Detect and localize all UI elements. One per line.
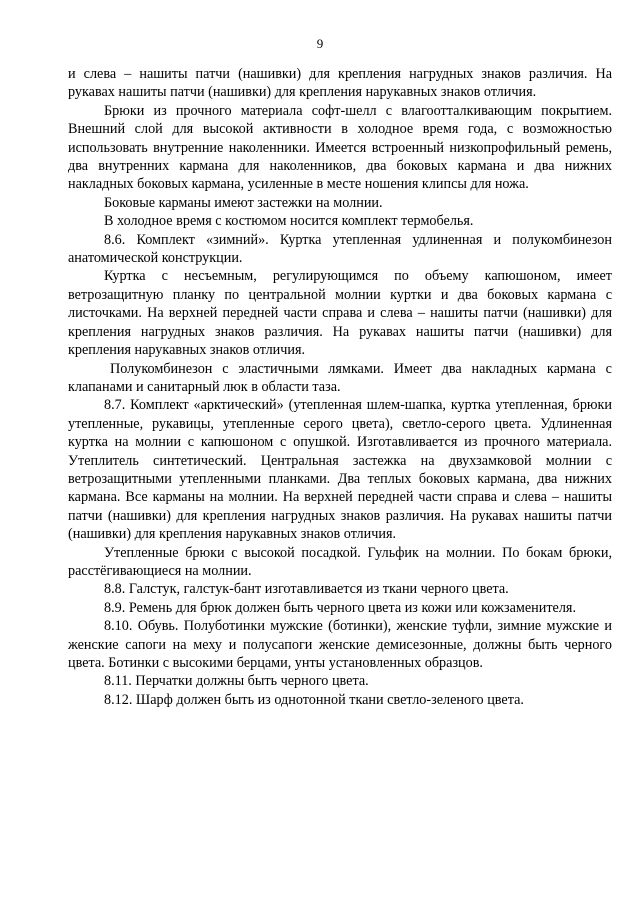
paragraph-8-6: 8.6. Комплект «зимний». Куртка утепленная удлиненная и полукомбинезон анатомической конструкции. xyxy=(68,231,612,267)
page-number: 9 xyxy=(316,36,324,51)
paragraph-8-12: 8.12. Шарф должен быть из однотонной ткани светло-зеленого цвета. xyxy=(104,691,524,708)
paragraph-side-pockets: Боковые карманы имеют застежки на молнии. xyxy=(104,194,383,211)
paragraph-trousers: Брюки из прочного материала софт-шелл с влагоотталкивающим покрытием. Внешний слой для высокой активности в холодное время года, с возможностью использовать внутренние наколенники. Имеется встроенный низкопрофильный ремень, два внутренних кармана для наколенников, два боковых кармана и два нижних накладных боковых кармана, усиленные в месте ношения клипсы для ножа. xyxy=(68,102,612,193)
paragraph-8-10: 8.10. Обувь. Полуботинки мужские (ботинки), женские туфли, зимние мужские и женские сапоги на меху и полусапоги женские демисезонные, должны быть черного цвета. Ботинки с высокими берцами, унты установленных образцов. xyxy=(68,618,612,671)
paragraph-8-7: 8.7. Комплект «арктический» (утепленная шлем-шапка, куртка утепленная, брюки утепленные, рукавицы, утепленные серого цвета), светло-серого цвета. Удлиненная куртка на молнии с капюшоном с опушкой. Изготавливается из прочного материала. Утеплитель синтетический. Центральная застежка на двухзамковой молнии с ветрозащитными утепленными планками. Два теплых боковых кармана, два нижних кармана. Все карманы на молнии. На верхней передней части справа и слева – нашиты патчи (нашивки) для крепления нагрудных знаков различия. На рукавах нашиты патчи (нашивки) для крепления нарукавных знаков отличия. xyxy=(68,397,612,543)
document-body xyxy=(68,65,612,709)
paragraph-8-11: 8.11. Перчатки должны быть черного цвета. xyxy=(104,673,369,690)
paragraph-continuation: и слева – нашиты патчи (нашивки) для крепления нагрудных знаков различия. На рукавах нашиты патчи (нашивки) для крепления нарукавных знаков отличия. xyxy=(68,66,612,101)
paragraph-8-8: 8.8. Галстук, галстук-бант изготавливается из ткани черного цвета. xyxy=(104,581,509,598)
paragraph-8-9: 8.9. Ремень для брюк должен быть черного цвета из кожи или кожзаменителя. xyxy=(104,599,577,616)
paragraph-overalls: Полукомбинезон с эластичными лямками. Имеет два накладных кармана с клапанами и санитарный люк в области таза. xyxy=(68,360,612,395)
paragraph-thermal-underwear: В холодное время с костюмом носится комплект термобелья. xyxy=(104,213,474,230)
paragraph-insulated-trousers: Утепленные брюки с высокой посадкой. Гульфик на молнии. По бокам брюки, расстёгивающиеся на молнии. xyxy=(68,544,612,579)
paragraph-jacket: Куртка с несъемным, регулирующимся по объему капюшоном, имеет ветрозащитную планку по центральной молнии куртки и два боковых кармана с листочками. На верхней передней части справа и слева – нашиты патчи (нашивки) для крепления нагрудных знаков различия. На рукавах нашиты патчи (нашивки) для крепления нарукавных знаков отличия. xyxy=(68,268,612,359)
